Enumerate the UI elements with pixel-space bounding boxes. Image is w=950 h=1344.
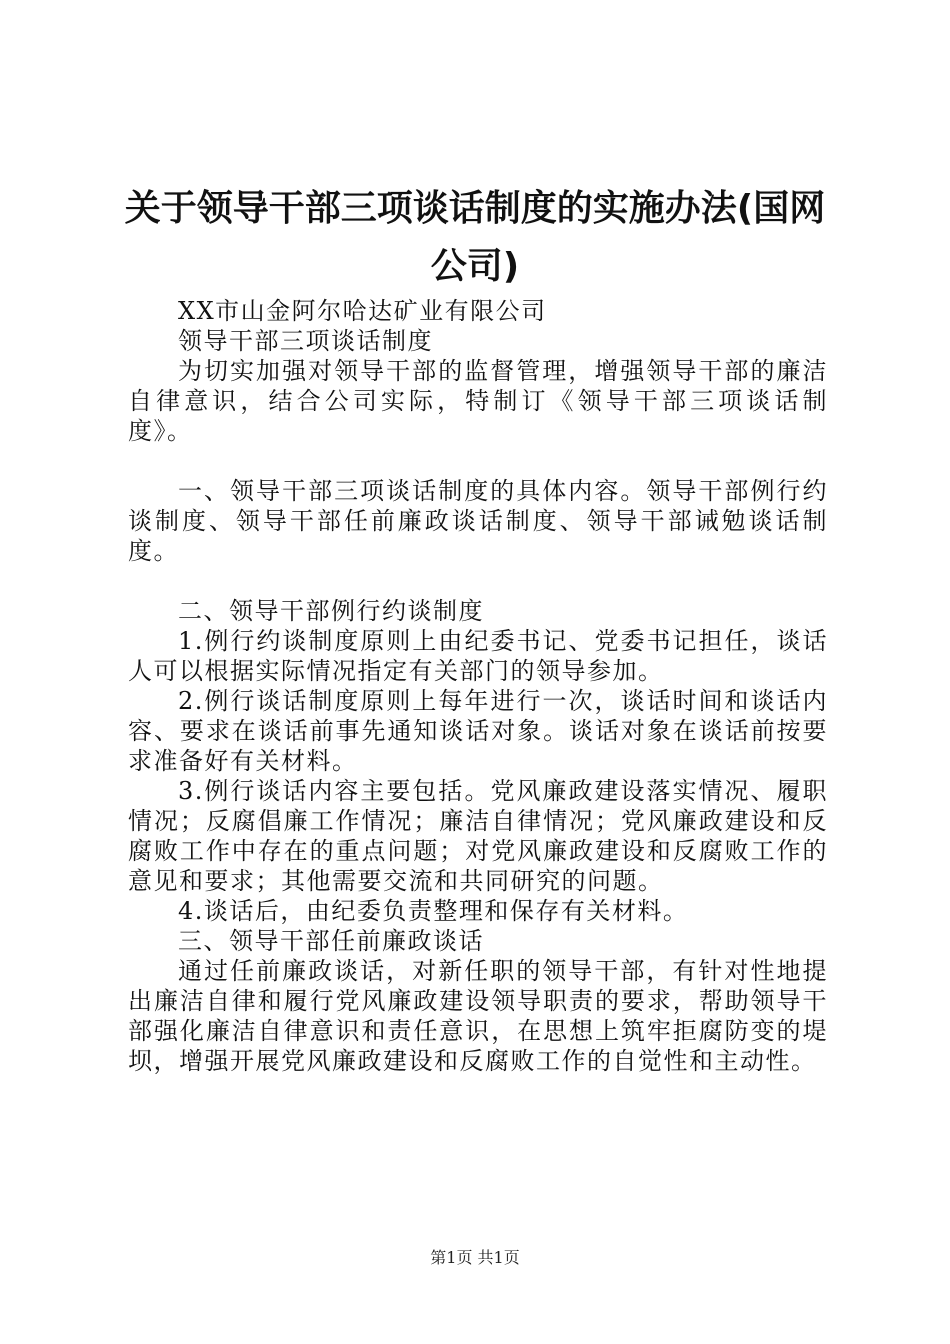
section-one-paragraph: 一、领导干部三项谈话制度的具体内容。领导干部例行约谈制度、领导干部任前廉政谈话制度、领导干部诫勉谈话制度。 — [128, 477, 828, 565]
document-title: 关于领导干部三项谈话制度的实施办法(国网公司) — [124, 188, 826, 287]
company-name: XX市山金阿尔哈达矿业有限公司 — [178, 297, 547, 325]
system-name: 领导干部三项谈话制度 — [178, 327, 433, 355]
item-1-paragraph: 1.例行约谈制度原则上由纪委书记、党委书记担任，谈话人可以根据实际情况指定有关部门的领导参加。 — [128, 627, 828, 685]
item-4-paragraph: 4.谈话后，由纪委负责整理和保存有关材料。 — [178, 897, 689, 925]
intro-paragraph: 为切实加强对领导干部的监督管理，增强领导干部的廉洁自律意识，结合公司实际，特制订《领导干部三项谈话制度》。 — [128, 357, 828, 445]
item-2-paragraph: 2.例行谈话制度原则上每年进行一次，谈话时间和谈话内容、要求在谈话前事先通知谈话对象。谈话对象在谈话前按要求准备好有关材料。 — [128, 687, 828, 775]
item-3-paragraph: 3.例行谈话内容主要包括。党风廉政建设落实情况、履职情况；反腐倡廉工作情况；廉洁自律情况；党风廉政建设和反腐败工作中存在的重点问题；对党风廉政建设和反腐败工作的意见和要求；其他需要交流和共同研究的问题。 — [128, 777, 828, 895]
section-two-heading: 二、领导干部例行约谈制度 — [178, 597, 484, 625]
document-body — [128, 296, 828, 1076]
section-three-paragraph: 通过任前廉政谈话，对新任职的领导干部，有针对性地提出廉洁自律和履行党风廉政建设领导职责的要求，帮助领导干部强化廉洁自律意识和责任意识，在思想上筑牢拒腐防变的堤坝，增强开展党风廉政建设和反腐败工作的自觉性和主动性。 — [128, 957, 828, 1075]
page-footer: 第1页 共1页 — [430, 1248, 520, 1267]
section-three-heading: 三、领导干部任前廉政谈话 — [178, 927, 484, 955]
